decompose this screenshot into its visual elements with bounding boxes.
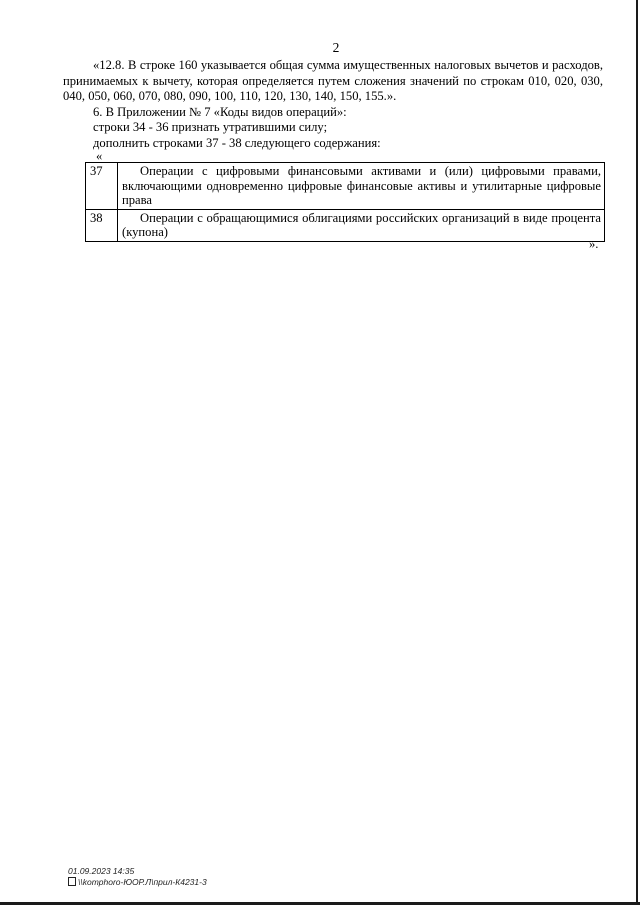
- paragraph-12-8: «12.8. В строке 160 указывается общая сумма имущественных налоговых вычетов и расходов, принимаемых к вычету, которая определяется путем сложения значений по строкам 010, 020, 030, 040, 050, 060, 070, 080, 090, 100, 110, 120, 130, 140, 150, 155.».: [63, 58, 603, 103]
- table-row: [86, 163, 605, 210]
- operation-code: 37: [86, 163, 118, 210]
- operation-description: Операции с цифровыми финансовыми активами и (или) цифровыми правами, включающими одновременно цифровые финансовые активы и утилитарные цифровые права: [118, 163, 605, 210]
- add-rows-line: дополнить строками 37 - 38 следующего содержания:: [93, 135, 381, 150]
- page-right-edge: [636, 0, 638, 905]
- print-footer: [68, 866, 207, 887]
- operation-description: Операции с обращающимися облигациями российских организаций в виде процента (купона): [118, 209, 605, 241]
- closing-quote: ».: [589, 237, 599, 251]
- page-number: 2: [332, 40, 340, 55]
- operation-codes-table: [85, 162, 605, 242]
- footer-timestamp: 01.09.2023 14:35: [68, 866, 135, 876]
- item-6-heading: 6. В Приложении № 7 «Коды видов операций»:: [93, 104, 347, 119]
- footer-path-line: [68, 877, 207, 888]
- body-text: [63, 58, 603, 151]
- operation-code: 38: [86, 209, 118, 241]
- opening-quote: «: [96, 149, 103, 163]
- footer-file-path: \\komphoro-ЮОР.Л\прил-К4231-3: [78, 876, 207, 887]
- repeal-rows-line: строки 34 - 36 признать утратившими силу;: [93, 120, 328, 134]
- table-row: [86, 209, 605, 241]
- document-icon: [68, 877, 76, 886]
